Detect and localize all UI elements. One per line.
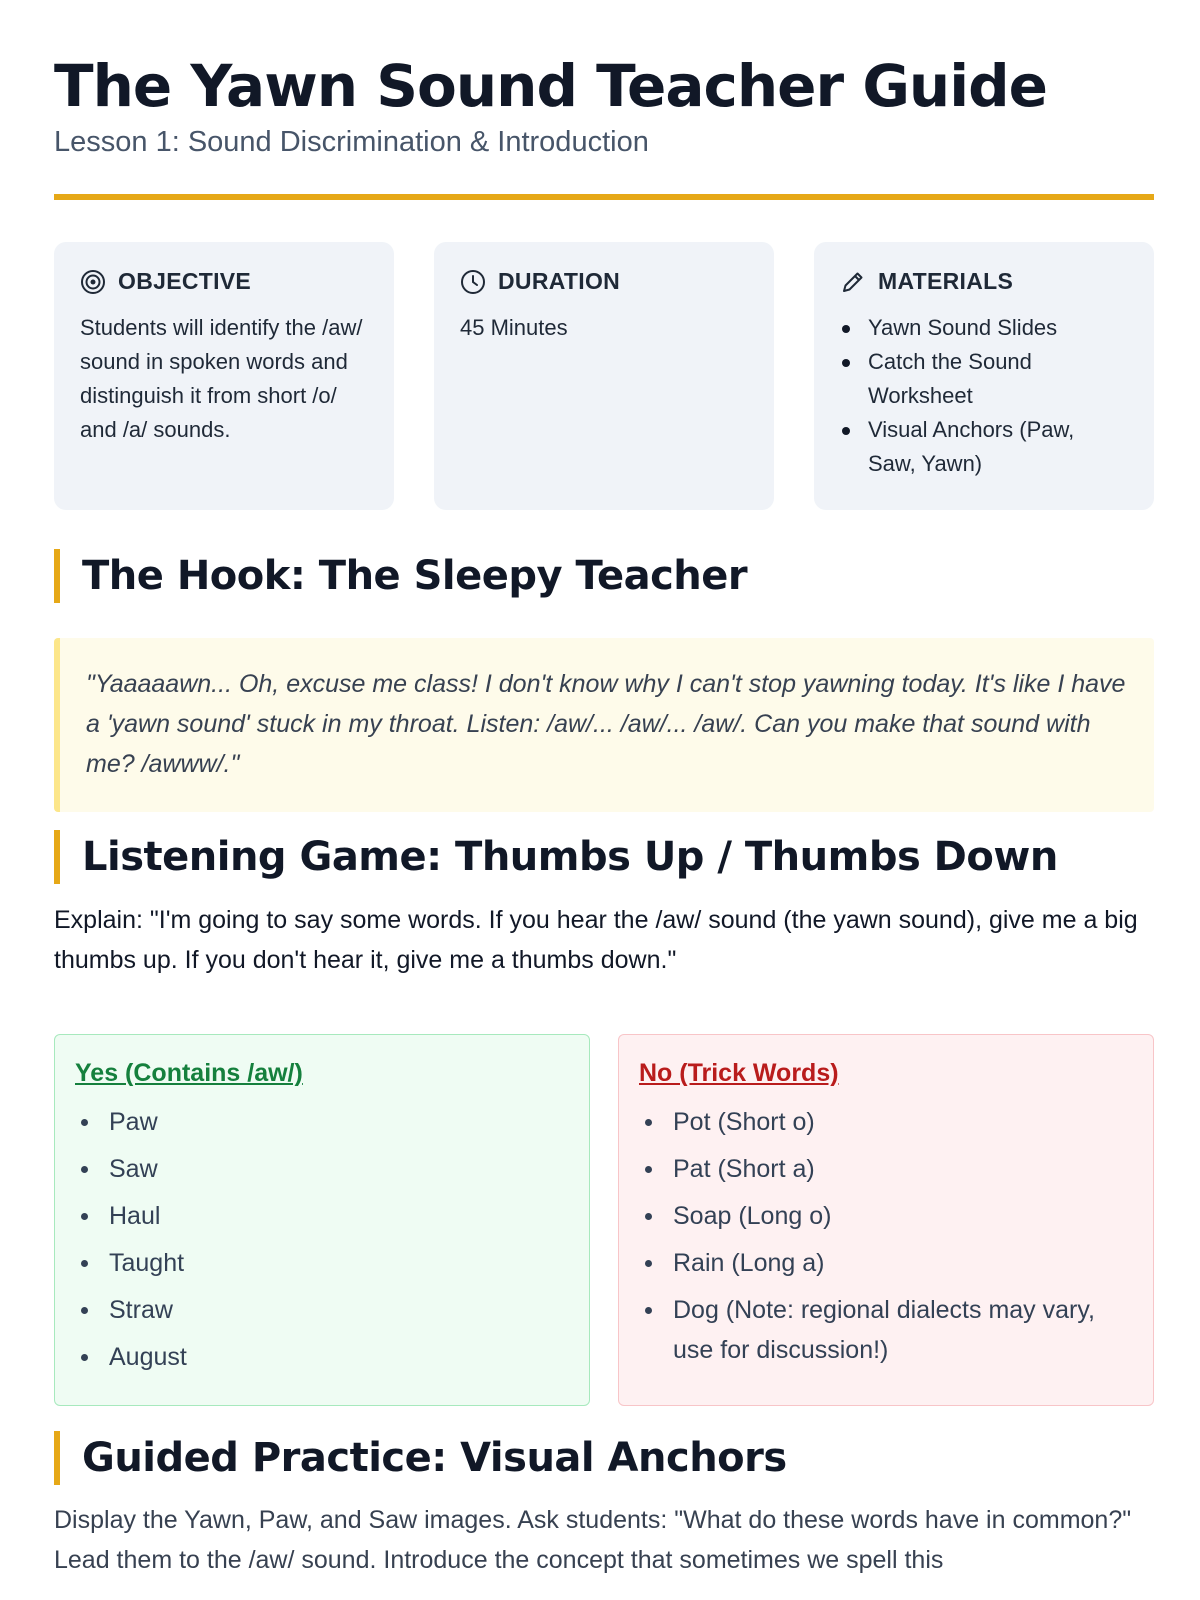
list-item: Catch the Sound Worksheet [840, 345, 1128, 413]
list-item: Saw [75, 1149, 569, 1189]
list-item: Haul [75, 1196, 569, 1236]
list-item: Soap (Long o) [639, 1196, 1133, 1236]
word-columns [54, 1034, 1154, 1406]
listening-game-section-heading [54, 830, 1154, 884]
list-item: Visual Anchors (Paw, Saw, Yawn) [840, 413, 1128, 481]
no-words-heading: No (Trick Words) [639, 1059, 839, 1087]
pencil-icon [840, 269, 866, 295]
title-divider [54, 194, 1154, 200]
guided-practice-text: Display the Yawn, Paw, and Saw images. Ask students: "What do these words have in common?" Lead them to the /aw/ sound. Introduce the concept that sometimes we spell this [54, 1506, 1132, 1574]
list-item: Yawn Sound Slides [840, 311, 1128, 345]
duration-text: 45 Minutes [460, 315, 568, 340]
materials-list [840, 311, 1128, 481]
hook-heading-text: The Hook: The Sleepy Teacher [82, 553, 748, 599]
yes-words-box [54, 1034, 590, 1406]
guided-practice-heading-text: Guided Practice: Visual Anchors [82, 1435, 787, 1481]
page-title: The Yawn Sound Teacher Guide [54, 52, 1047, 120]
materials-card-header [840, 268, 1128, 295]
list-item: Dog (Note: regional dialects may vary, use for discussion!) [639, 1290, 1133, 1370]
list-item: August [75, 1337, 569, 1377]
page-subtitle: Lesson 1: Sound Discrimination & Introduction [54, 126, 649, 158]
hook-section-heading [54, 549, 1154, 603]
hook-quote-text: "Yaaaaawn... Oh, excuse me class! I don't know why I can't stop yawning today. It's like I have a 'yawn sound' stuck in my throat. Listen: /aw/... /aw/... /aw/. Can you make that sound with me? /awww/." [86, 670, 1126, 778]
target-icon [80, 269, 106, 295]
objective-text: Students will identify the /aw/ sound in spoken words and distinguish it from short /o/ and /a/ sounds. [80, 315, 363, 442]
list-item: Taught [75, 1243, 569, 1283]
list-item: Pat (Short a) [639, 1149, 1133, 1189]
materials-card [814, 242, 1154, 510]
clock-icon [460, 269, 486, 295]
materials-label: MATERIALS [878, 268, 1014, 294]
no-words-box [618, 1034, 1154, 1406]
list-item: Rain (Long a) [639, 1243, 1133, 1283]
objective-card [54, 242, 394, 510]
duration-card [434, 242, 774, 510]
yes-words-heading: Yes (Contains /aw/) [75, 1059, 303, 1087]
lesson-info-cards [54, 242, 1154, 510]
listening-game-heading-text: Listening Game: Thumbs Up / Thumbs Down [82, 834, 1058, 880]
guided-practice-section-heading [54, 1431, 1154, 1485]
list-item: Paw [75, 1102, 569, 1142]
listening-game-instructions: Explain: "I'm going to say some words. If you hear the /aw/ sound (the yawn sound), give me a big thumbs up. If you don't hear it, give me a thumbs down." [54, 906, 1138, 974]
objective-card-header [80, 268, 368, 295]
duration-label: DURATION [498, 268, 621, 294]
yes-words-list [75, 1102, 569, 1377]
no-words-list [639, 1102, 1133, 1370]
list-item: Straw [75, 1290, 569, 1330]
duration-card-header [460, 268, 748, 295]
list-item: Pot (Short o) [639, 1102, 1133, 1142]
objective-label: OBJECTIVE [118, 268, 252, 294]
hook-quote [54, 638, 1154, 812]
